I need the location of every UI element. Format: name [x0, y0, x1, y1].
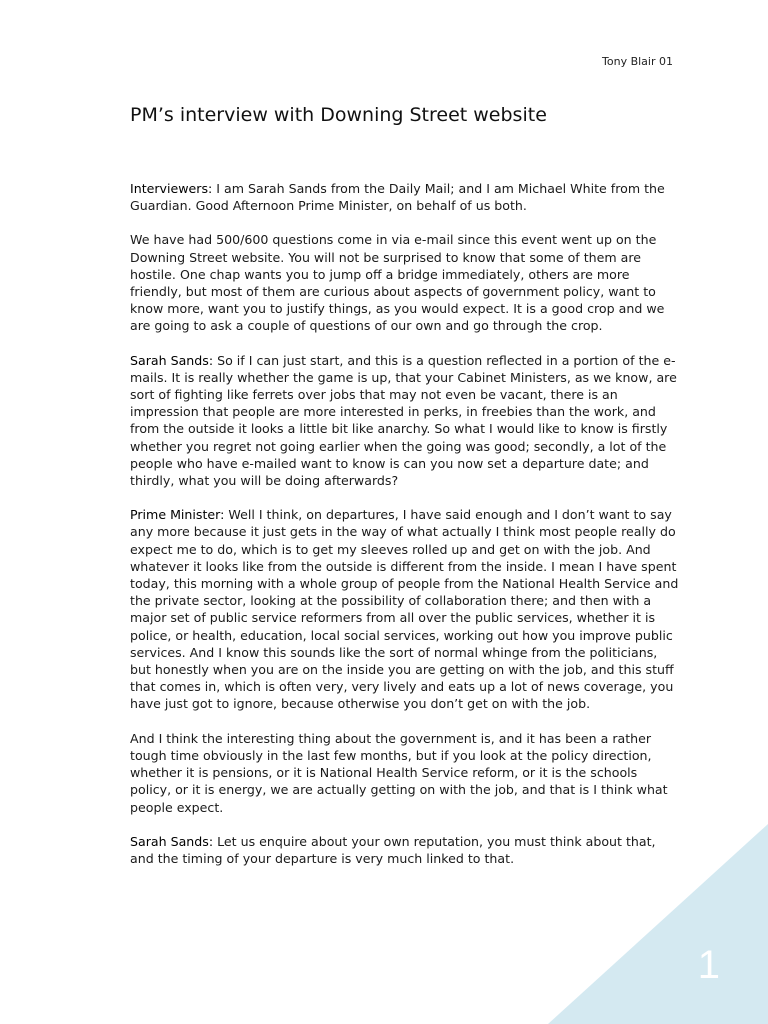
paragraph-text: So if I can just start, and this is a question reflected in a portion of the e-mails. It is really whether the game is up, that your Cabinet Ministers, as we know, are sort of fighting like ferrets over jobs that may not even be vacant, there is an impression that people are more interested in perks, in freebies than the work, and from the outside it looks a little bit like anarchy. So what I would like to know is firstly whether you regret not going earlier when the going was good; secondly, a lot of the people who have e-mailed want to know is can you now set a departure date; and thirdly, what you will be doing afterwards?	[130, 352, 677, 489]
corner-triangle-decoration	[548, 824, 768, 1024]
speaker-label: Sarah Sands:	[130, 833, 214, 849]
speaker-label: Interviewers:	[130, 181, 213, 196]
paragraph	[130, 730, 682, 816]
document-title: PM’s interview with Downing Street website	[130, 104, 547, 126]
paragraph-text: Well I think, on departures, I have said enough and I don’t want to say any more because it just gets in the way of what actually I think most people really do expect me to do, which is to get my sleeves rolled up and get on with the job. And whatever it looks like from the outside is different from the inside. I mean I have spent today, this morning with a whole group of people from the National Health Service and the private sector, looking at the possibility of collaboration there; and then with a major set of public service reformers from all over the public services, whether it is police, or health, education, local social services, working out how you improve public services. And I know this sounds like the sort of normal whinge from the politicians, but honestly when you are on the inside you are getting on with the job, and this stuff that comes in, which is often very, very lively and eats up a lot of news coverage, you have just got to ignore, because otherwise you don’t get on with the job.	[130, 507, 679, 712]
document-header-tag: Tony Blair 01	[602, 55, 673, 68]
paragraph	[130, 352, 682, 490]
document-body	[130, 180, 682, 884]
paragraph	[130, 231, 682, 334]
paragraph-text: And I think the interesting thing about the government is, and it has been a rather tough time obviously in the last few months, but if you look at the policy direction, whether it is pensions, or it is National Health Service reform, or it is the schools policy, or it is energy, we are actually getting on with the job, and that is I think what people expect.	[130, 730, 668, 815]
paragraph-text: Let us enquire about your own reputation, you must think about that, and the timing of your departure is very much linked to that.	[130, 833, 656, 866]
page-number: 1	[697, 943, 720, 987]
paragraph-text: I am Sarah Sands from the Daily Mail; and I am Michael White from the Guardian. Good Afternoon Prime Minister, on behalf of us both.	[130, 181, 665, 214]
speaker-label: Sarah Sands:	[130, 352, 214, 368]
speaker-label: Prime Minister:	[130, 507, 225, 523]
paragraph	[130, 180, 682, 214]
paragraph	[130, 506, 682, 712]
paragraph-text: We have had 500/600 questions come in via e-mail since this event went up on the Downing Street website. You will not be surprised to know that some of them are hostile. One chap wants you to jump off a bridge immediately, others are more friendly, but most of them are curious about aspects of government policy, want to know more, want you to justify things, as you would expect. It is a good crop and we are going to ask a couple of questions of our own and go through the crop.	[130, 232, 665, 334]
